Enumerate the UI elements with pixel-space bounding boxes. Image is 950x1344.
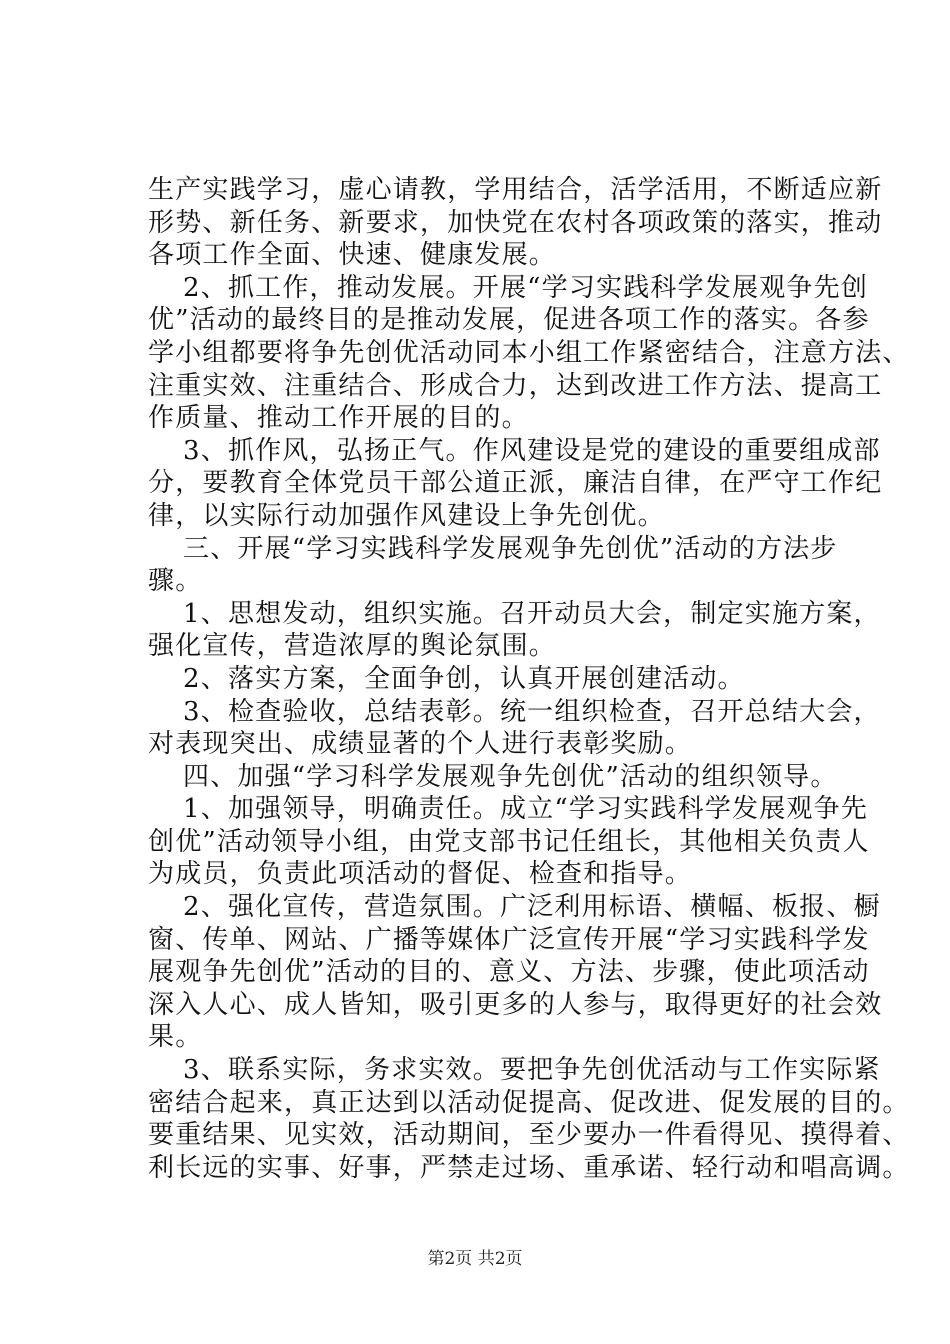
text-line: 各项工作全面、快速、健康发展。 (148, 240, 557, 271)
text-line: 分，要教育全体党员干部公道正派，廉洁自律，在严守工作纪 (148, 468, 883, 499)
text-line: 1、思想发动，组织实施。召开动员大会，制定实施方案， (183, 598, 881, 629)
text-line: 注重实效、注重结合、形成合力，达到改进工作方法、提高工 (148, 370, 883, 401)
text-line: 要重结果、见实效，活动期间，至少要办一件看得见、摸得着、 (148, 1120, 910, 1151)
text-line: 对表现突出、成绩显著的个人进行表彰奖励。 (148, 729, 693, 760)
text-line: 深入人心、成人皆知，吸引更多的人参与，取得更好的社会效 (148, 989, 883, 1020)
text-line: 窗、传单、网站、广播等媒体广泛宣传开展“学习实践科学发 (148, 924, 870, 955)
text-line: 密结合起来，真正达到以活动促提高、促改进、促发展的目的。 (148, 1087, 910, 1118)
text-line: 创优”活动领导小组，由党支部书记任组长，其他相关负责人 (148, 826, 870, 857)
text-line: 形势、新任务、新要求，加快党在农村各项政策的落实，推动 (148, 207, 883, 238)
text-line: 学小组都要将争先创优活动同本小组工作紧密结合，注意方法、 (148, 337, 910, 368)
text-line: 2、落实方案，全面争创，认真开展创建活动。 (183, 663, 745, 694)
text-line: 三、开展“学习实践科学发展观争先创优”活动的方法步 (183, 533, 838, 564)
text-line: 优”活动的最终目的是推动发展，促进各项工作的落实。各参 (148, 305, 870, 336)
text-line: 四、加强“学习科学发展观争先创优”活动的组织领导。 (183, 761, 838, 792)
text-line: 2、抓工作，推动发展。开展“学习实践科学发展观争先创 (183, 272, 869, 303)
page-number-label: 第2页 共2页 (427, 1249, 523, 1269)
text-line: 3、检查验收，总结表彰。统一组织检查，召开总结大会， (183, 696, 881, 727)
text-line: 2、强化宣传，营造氛围。广泛利用标语、横幅、板报、橱 (183, 892, 881, 923)
text-line: 1、加强领导，明确责任。成立“学习实践科学发展观争先 (183, 794, 869, 825)
text-line: 利长远的实事、好事，严禁走过场、重承诺、轻行动和唱高调。 (148, 1152, 910, 1183)
text-line: 作质量、推动工作开展的目的。 (148, 403, 529, 434)
text-line: 骤。 (148, 566, 203, 597)
text-line: 为成员，负责此项活动的督促、检查和指导。 (148, 859, 693, 890)
page-footer (0, 1244, 950, 1269)
text-line: 展观争先创优”活动的目的、意义、方法、步骤，使此项活动 (148, 957, 870, 988)
document-body (148, 174, 910, 1184)
text-line: 果。 (148, 1022, 203, 1053)
text-line: 3、联系实际，务求实效。要把争先创优活动与工作实际紧 (183, 1055, 881, 1086)
text-line: 律，以实际行动加强作风建设上争先创优。 (148, 500, 665, 531)
text-line: 生产实践学习，虚心请教，学用结合，活学活用，不断适应新 (148, 175, 883, 205)
text-line: 强化宣传，营造浓厚的舆论氛围。 (148, 631, 557, 662)
text-line: 3、抓作风，弘扬正气。作风建设是党的建设的重要组成部 (183, 435, 881, 466)
